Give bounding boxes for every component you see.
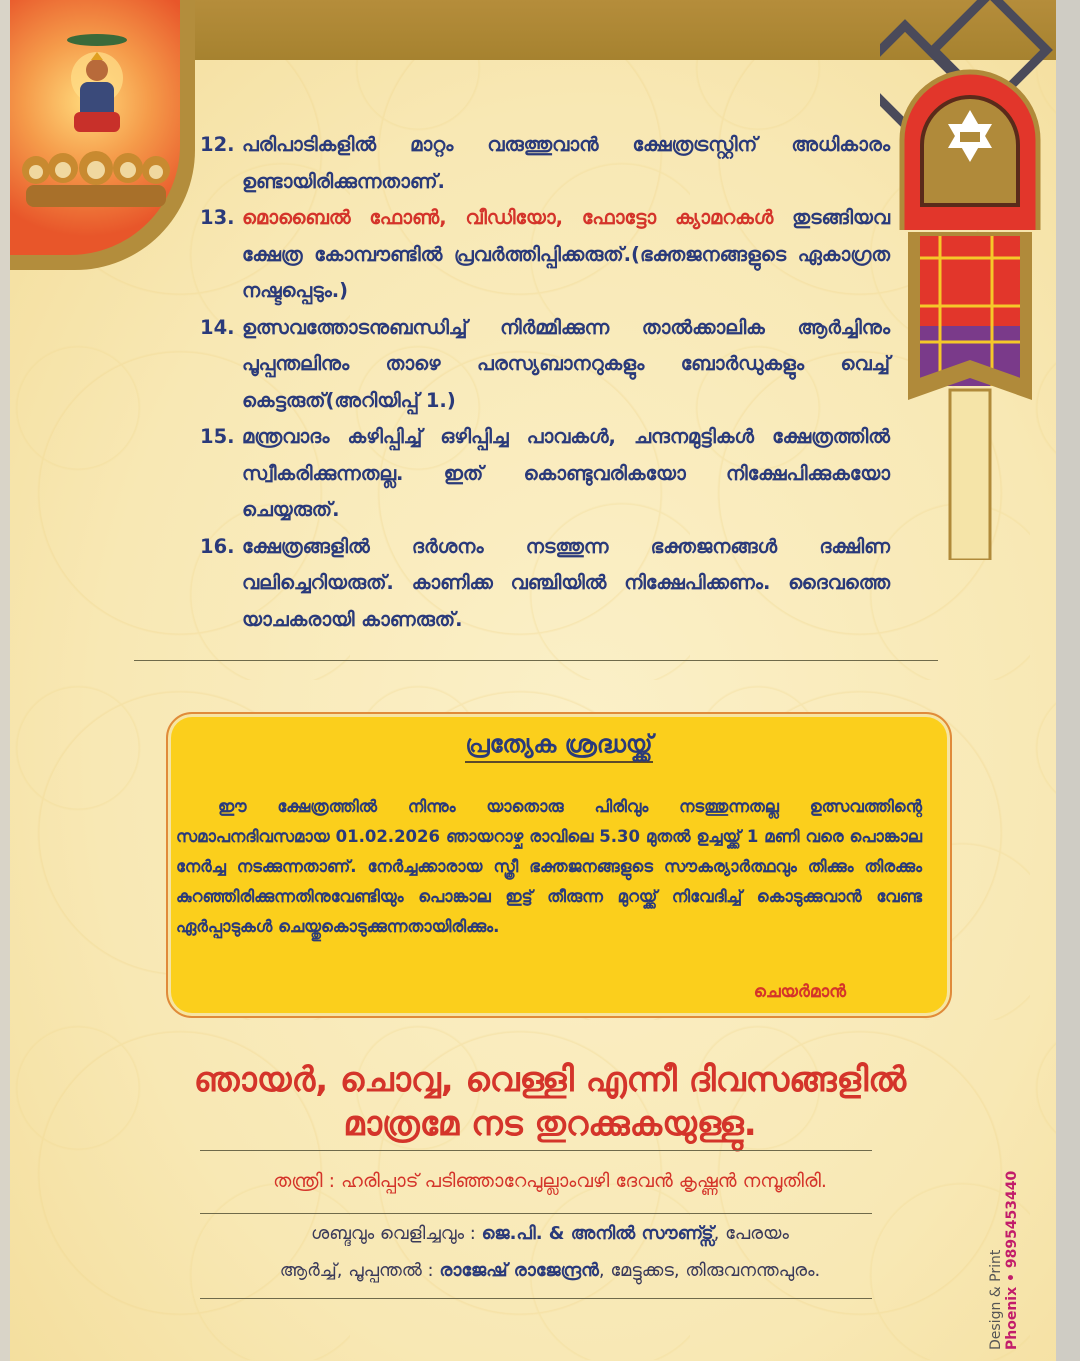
scan-edge — [1056, 0, 1080, 1361]
sun-deity-image — [10, 0, 180, 255]
festoon-banner-ornament — [880, 0, 1056, 560]
rule-number: 12. — [200, 133, 235, 156]
rules-list — [200, 127, 890, 638]
rule-item-14 — [200, 310, 890, 420]
rule-text: മന്ത്രവാദം കഴിപ്പിച്ച് ഒഴിപ്പിച്ച പാവകൾ, ചന്ദനമുട്ടികൾ ക്ഷേത്രത്തിൽ സ്വീകരിക്കുന്നതല്ല. ഇത് കൊണ്ടുവരികയോ നിക്ഷേപിക്കുകയോ ചെയ്യരുത്. — [242, 425, 890, 521]
rule-number: 14. — [200, 315, 235, 339]
rule-highlight: മൊബൈൽ ഫോൺ, വീഡിയോ, ഫോട്ടോ ക്യാമറകൾ — [242, 206, 774, 229]
printer-name: Phoenix — [1004, 1286, 1020, 1350]
rule-text: പരിപാടികളിൽ മാറ്റം വരുത്തുവാൻ ക്ഷേത്രട്രസ്റ്റിന് അധികാരം ഉണ്ടായിരിക്കുന്നതാണ്. — [242, 133, 890, 193]
opening-days-headline — [160, 1058, 940, 1146]
headline-line-2: മാത്രമേ നട തുറക്കുകയുള്ളു. — [343, 1104, 757, 1144]
credit-arch-pandal — [210, 1260, 890, 1281]
divider — [200, 1213, 872, 1214]
rule-item-13 — [200, 200, 890, 310]
rule-text-rest: തുടങ്ങിയവ ക്ഷേത്ര കോമ്പൗണ്ടിൽ പ്രവർത്തിപ്പിക്കരുത്.(ഭക്തജനങ്ങളുടെ ഏകാഗ്രത നഷ്ടപ്പെടും.) — [242, 206, 890, 302]
rule-item-15 — [200, 419, 890, 529]
credit-sound-light — [210, 1223, 890, 1244]
printer-phone: 9895453440 — [1004, 1170, 1020, 1269]
printer-line: Design & Print — [988, 1249, 1004, 1350]
deity-figure-icon — [50, 30, 145, 150]
rule-item-16 — [200, 529, 890, 639]
notice-body: ഈ ക്ഷേത്രത്തിൽ നിന്നും യാതൊരു പിരിവും നടത്തുന്നതല്ല ഉത്സവത്തിന്റെ സമാപനദിവസമായ 01.02.2026 ഞായറാഴ്ച രാവിലെ 5.30 മുതൽ ഉച്ചയ്ക്ക് 1 മണി വരെ പൊങ്കാല നേർച്ച നടക്കുന്നതാണ്. നേർച്ചക്കാരായ സ്ത്രീ ഭക്തജനങ്ങളുടെ സൗകര്യാർത്ഥവും തിക്കും തിരക്കും കുറഞ്ഞിരിക്കുന്നതിനുവേണ്ടിയും പൊങ്കാല ഇട്ട് തീരുന്ന മുറയ്ക്ക് നിവേദിച്ച് കൊടുക്കുവാൻ വേണ്ട ഏർപ്പാടുകൾ ചെയ്തുകൊടുക്കുന്നതായിരിക്കും. — [176, 797, 922, 936]
printer-credit — [988, 1171, 1020, 1350]
lions-chariot-icon — [18, 140, 178, 220]
rule-text — [242, 200, 890, 310]
credit-label: ശബ്ദവും വെളിച്ചവും : — [311, 1223, 482, 1244]
credit-name: ജെ.പി. & അനിൽ സൗണ്ട്സ് — [481, 1223, 714, 1244]
tantri-credit: തന്ത്രി : ഹരിപ്പാട് പടിഞ്ഞാറേപുല്ലാംവഴി ദേവൻ കൃഷ്ണൻ നമ്പൂതിരി. — [273, 1170, 827, 1192]
divider — [200, 1298, 872, 1299]
rule-number: 13. — [200, 206, 235, 229]
credit-place: , പേരയം — [713, 1223, 789, 1244]
rule-number: 16. — [200, 534, 235, 558]
rule-text: ഉത്സവത്തോടനുബന്ധിച്ച് നിർമ്മിക്കുന്ന താൽക്കാലിക ആർച്ചിനും പൂപ്പന്തലിനും താഴെ പരസ്യബാനറുകളും ബോർഡുകളും വെച്ച് കെട്ടരുത്(അറിയിപ്പ് 1.) — [242, 315, 890, 412]
headline-line-1: ഞായർ, ചൊവ്വ, വെള്ളി എന്നീ ദിവസങ്ങളിൽ — [193, 1060, 907, 1100]
printer-contact: Phoenix • 9895453440 — [1004, 1170, 1020, 1350]
special-attention-box — [166, 712, 952, 1018]
divider — [200, 1150, 872, 1151]
notice-title-text: പ്രത്യേക ശ്രദ്ധയ്ക്ക് — [465, 730, 652, 763]
notice-signature: ചെയർമാൻ — [753, 982, 846, 1002]
rule-item-12 — [200, 127, 890, 200]
divider — [134, 660, 938, 661]
notice-title — [168, 730, 950, 758]
credit-label: ആർച്ച്, പൂപ്പന്തൽ : — [279, 1260, 440, 1281]
credit-place: , മേട്ടുക്കട, തിരുവനന്തപുരം. — [598, 1260, 821, 1281]
credit-name: രാജേഷ് രാജേന്ദ്രൻ — [439, 1260, 599, 1281]
rule-number: 15. — [200, 425, 235, 448]
notice-page — [10, 0, 1056, 1361]
rule-text: ക്ഷേത്രങ്ങളിൽ ദർശനം നടത്തുന്ന ഭക്തജനങ്ങൾ ദക്ഷിണ വലിച്ചെറിയരുത്. കാണിക്ക വഞ്ചിയിൽ നിക്ഷേപിക്കണം. ദൈവത്തെ യാചകരായി കാണരുത്. — [242, 534, 890, 631]
